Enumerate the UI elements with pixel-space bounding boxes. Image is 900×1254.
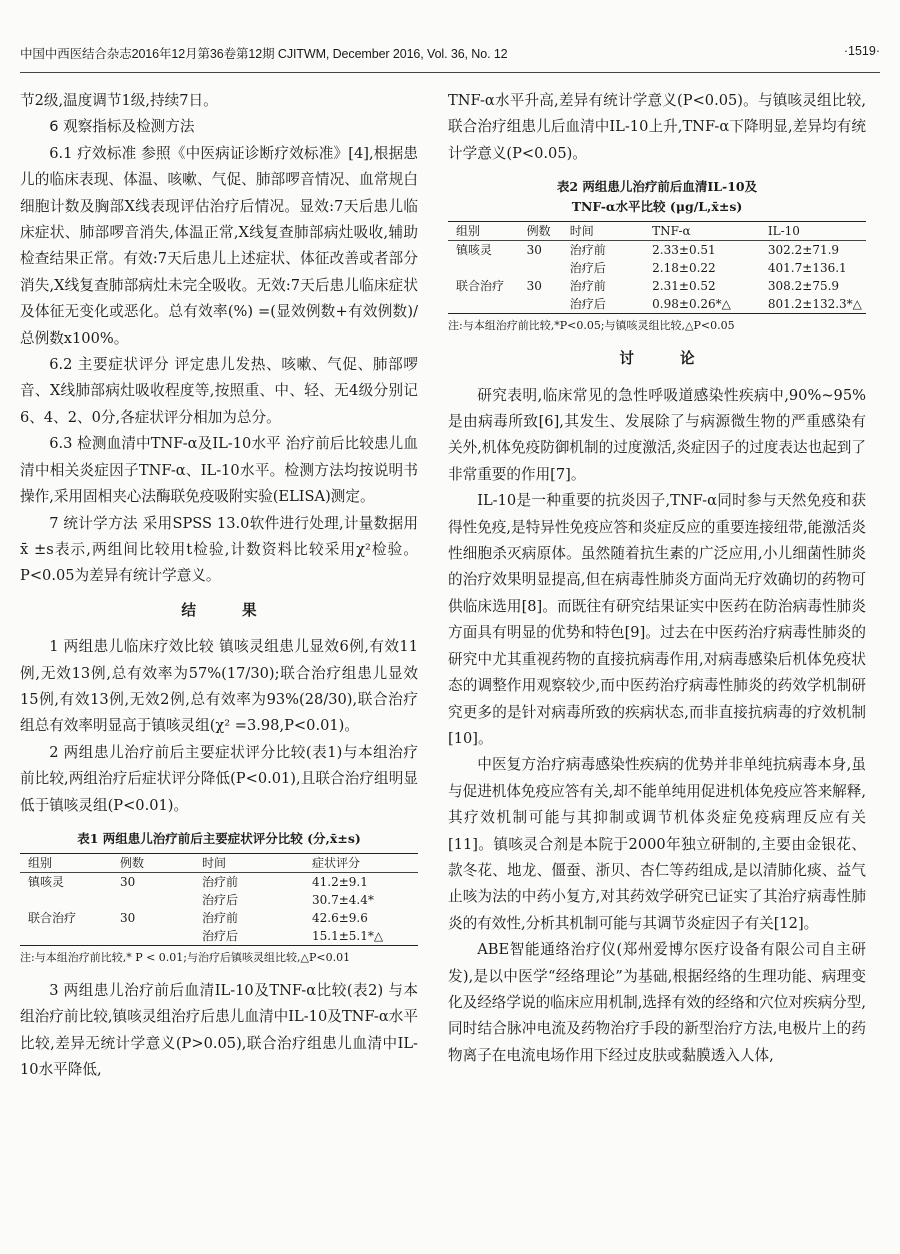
table-cell (20, 891, 120, 909)
table-cell (448, 259, 527, 277)
running-header (20, 44, 880, 66)
table-cell: 镇咳灵 (456, 243, 493, 258)
left-column (20, 88, 418, 1084)
table-cell: 30 (526, 243, 542, 258)
table-caption: TNF-α水平比较 (μg/L,x̄±s) (571, 199, 743, 215)
table-cell: 治疗后 (569, 261, 606, 276)
table-header-cell: 例数 (526, 224, 551, 239)
table-cell: 镇咳灵 (28, 874, 65, 889)
table-cell: 治疗后 (569, 297, 606, 312)
table-1 (20, 829, 418, 966)
table-note: 注:与本组治疗前比较,*P<0.05;与镇咳灵组比较,△P<0.05 (448, 319, 735, 333)
table-row (20, 909, 418, 927)
table-header-row (20, 854, 418, 873)
header-rule (20, 72, 880, 73)
paragraph-result-1: 1 两组患儿临床疗效比较 镇咳灵组患儿显效6例,有效11例,无效13例,总有效率为57%(17/30);联合治疗组患儿显效15例,有效13例,无效2例,总有效率为93%(28/30),联合治疗组总有效率明显高于镇咳灵组(χ² =3.98,P<0.01)。 (20, 638, 418, 735)
table-header-row (448, 222, 866, 241)
table-row (20, 891, 418, 909)
table-cell: 联合治疗 (28, 910, 77, 925)
table-header-cell: 时间 (569, 224, 594, 239)
table-caption: 表2 两组患儿治疗前后血清IL-10及 (556, 179, 758, 195)
table-header-cell: 症状评分 (312, 855, 361, 870)
table-cell: 30 (120, 874, 136, 889)
table-row (448, 295, 866, 313)
table-body (448, 221, 866, 314)
table-header-cell: 例数 (120, 855, 145, 870)
paragraph-discussion-3: 中医复方治疗病毒感染性疾病的优势并非单纯抗病毒本身,虽与促进机体免疫应答有关,却不能单纯用促进机体免疫应答来解释,其疗效机制可能与其抑制或调节机体炎症免疫病理反应有关[11]。镇咳灵合剂是本院于2000年独立研制的,主要由金银花、款冬花、地龙、僵蚕、浙贝、杏仁等药组成,是以清肺化痰、益气止咳为法的中药小复方,对其药效学研究已证实了其治疗病毒性肺炎的有效性,分析其机制可能与其调节炎症因子有关[12]。 (448, 756, 866, 932)
table-body (20, 853, 418, 946)
table-header-cell: 时间 (202, 855, 227, 870)
table-2 (448, 177, 866, 334)
paragraph-statistics: 7 统计学方法 采用SPSS 13.0软件进行处理,计量数据用x̄ ±s表示,两组间比较用t检验,计数资料比较采用χ²检验。P<0.05为差异有统计学意义。 (20, 514, 418, 585)
table-cell (527, 259, 570, 277)
table-cell: 治疗后 (202, 892, 239, 907)
paragraph-serum-detection: 6.3 检测血清中TNF-α及IL-10水平 治疗前后比较患儿血清中相关炎症因子TNF-α、IL-10水平。检测方法均按说明书操作,采用固相夹心法酶联免疫吸附实验(ELISA)测定。 (20, 435, 418, 506)
table-row (448, 241, 866, 259)
table-cell (527, 295, 570, 313)
table-cell (120, 891, 202, 909)
table-cell: 30 (526, 279, 542, 294)
journal-citation: 中国中西医结合杂志2016年12月第36卷第12期 CJITWM, December 2016, Vol. 36, No. 12 (20, 47, 508, 61)
table-cell: 30 (120, 910, 136, 925)
table-cell: 308.2±75.9 (767, 279, 840, 294)
table-caption: 表1 两组患儿治疗前后主要症状评分比较 (分,x̄±s) (77, 830, 361, 846)
table-cell: 2.33±0.51 (652, 243, 716, 258)
table-cell (120, 927, 202, 945)
right-column (448, 88, 866, 1069)
table-row (448, 277, 866, 295)
table-cell: 302.2±71.9 (767, 243, 840, 258)
table-cell (20, 927, 120, 945)
paragraph-discussion-2: IL-10是一种重要的抗炎因子,TNF-α同时参与天然免疫和获得性免疫,是特异性免疫应答和炎症反应的重要连接纽带,能激活炎性细胞杀灭病原体。虽然随着抗生素的广泛应用,小儿细菌性肺炎的治疗效果明显提高,但在病毒性肺炎方面尚无疗效确切的药物可供临床选用[8]。而既往有研究结果证实中医药在防治病毒性肺炎方面具有明显的优势和特色[9]。过去在中医药治疗病毒性肺炎的研究中尤其重视药物的直接抗病毒作用,对病毒感染后机体免疫状态的调整作用观察较少,而中医药治疗病毒性肺炎的药效学机制研究更多的是针对病毒所致的疾病状态,而非直接抗病毒的疗效机制[10]。 (448, 492, 866, 747)
table-cell: 治疗后 (202, 928, 239, 943)
paragraph: 节2级,温度调节1级,持续7日。 (20, 92, 218, 109)
table-cell: 15.1±5.1*△ (312, 928, 384, 943)
table-cell: 2.31±0.52 (652, 279, 716, 294)
paragraph-efficacy-criteria: 6.1 疗效标准 参照《中医病证诊断疗效标准》[4],根据患儿的临床表现、体温、咳嗽、气促、肺部啰音情况、血常规白细胞计数及胸部X线表现评估治疗后情况。显效:7天后患儿临床症状、肺部啰音消失,体温正常,X线复查肺部病灶吸收,辅助检查结果正常。有效:7天后患儿上述症状、体征改善或者部分消失,X线复查肺部病灶未完全吸收。无效:7天后患儿临床症状及体征无变化或恶化。总有效率(%) =(显效例数+有效例数)/总例数x100%。 (20, 144, 418, 347)
table-cell: 42.6±9.6 (312, 910, 368, 925)
table-cell: 治疗前 (202, 910, 239, 925)
table-note: 注:与本组治疗前比较,* P < 0.01;与治疗后镇咳灵组比较,△P<0.01 (20, 950, 351, 964)
section-title-results: 结 果 (181, 601, 278, 619)
table-cell: 治疗前 (569, 243, 606, 258)
paragraph-result-3: 3 两组患儿治疗前后血清IL-10及TNF-α比较(表2) 与本组治疗前比较,镇咳灵组治疗后患儿血清中IL-10及TNF-α水平比较,差异无统计学意义(P>0.05),联合治疗组患儿血清中IL-10水平降低, (20, 981, 418, 1079)
table-cell: 0.98±0.26*△ (652, 297, 731, 312)
table-cell: 30.7±4.4* (312, 892, 374, 907)
table-header-cell: 组别 (456, 224, 481, 239)
paragraph-result-2: 2 两组患儿治疗前后主要症状评分比较(表1)与本组治疗前比较,两组治疗后症状评分降低(P<0.01),且联合治疗组明显低于镇咳灵组(P<0.01)。 (20, 743, 418, 814)
paragraph-discussion-4: ABE智能通络治疗仪(郑州爱博尔医疗设备有限公司自主研发),是以中医学“经络理论”为基础,根据经络的生理功能、病理变化及经络学说的临床应用机制,选择有效的经络和穴位对疾病分型,同时结合脉冲电流及药物治疗手段的新型治疗方法,电极片上的药物离子在电流电场作用下经过皮肤或黏膜透入人体, (448, 941, 866, 1064)
table-cell: 治疗前 (569, 279, 606, 294)
table-header-cell: 组别 (28, 855, 53, 870)
paragraph-discussion-1: 研究表明,临床常见的急性呼吸道感染性疾病中,90%~95%是由病毒所致[6],其发生、发展除了与病源微生物的严重感染有关外,机体免疫防御机制的过度激活,炎症因子的过度表达也起到了非常重要的作用[7]。 (448, 386, 866, 483)
table-cell: 联合治疗 (456, 279, 505, 294)
paragraph: TNF-α水平升高,差异有统计学意义(P<0.05)。与镇咳灵组比较,联合治疗组患儿后血清中IL-10上升,TNF-α下降明显,差异均有统计学意义(P<0.05)。 (448, 92, 866, 162)
table-cell: 41.2±9.1 (312, 874, 368, 889)
paragraph-symptom-score: 6.2 主要症状评分 评定患儿发热、咳嗽、气促、肺部啰音、X线肺部病灶吸收程度等,按照重、中、轻、无4级分别记6、4、2、0分,各症状评分相加为总分。 (20, 356, 418, 426)
table-cell: 2.18±0.22 (652, 261, 716, 276)
page-number: ·1519· (843, 44, 880, 58)
section-heading-observation: 6 观察指标及检测方法 (49, 118, 195, 136)
table-row (20, 927, 418, 945)
table-row (448, 259, 866, 277)
table-header-cell: IL-10 (767, 224, 800, 239)
table-cell: 治疗前 (202, 874, 239, 889)
table-header-cell: TNF-α (652, 224, 691, 239)
section-title-discussion: 讨 论 (619, 350, 716, 368)
table-cell: 801.2±132.3*△ (767, 297, 862, 312)
table-cell (448, 295, 527, 313)
table-row (20, 873, 418, 891)
table-cell: 401.7±136.1 (767, 261, 847, 276)
